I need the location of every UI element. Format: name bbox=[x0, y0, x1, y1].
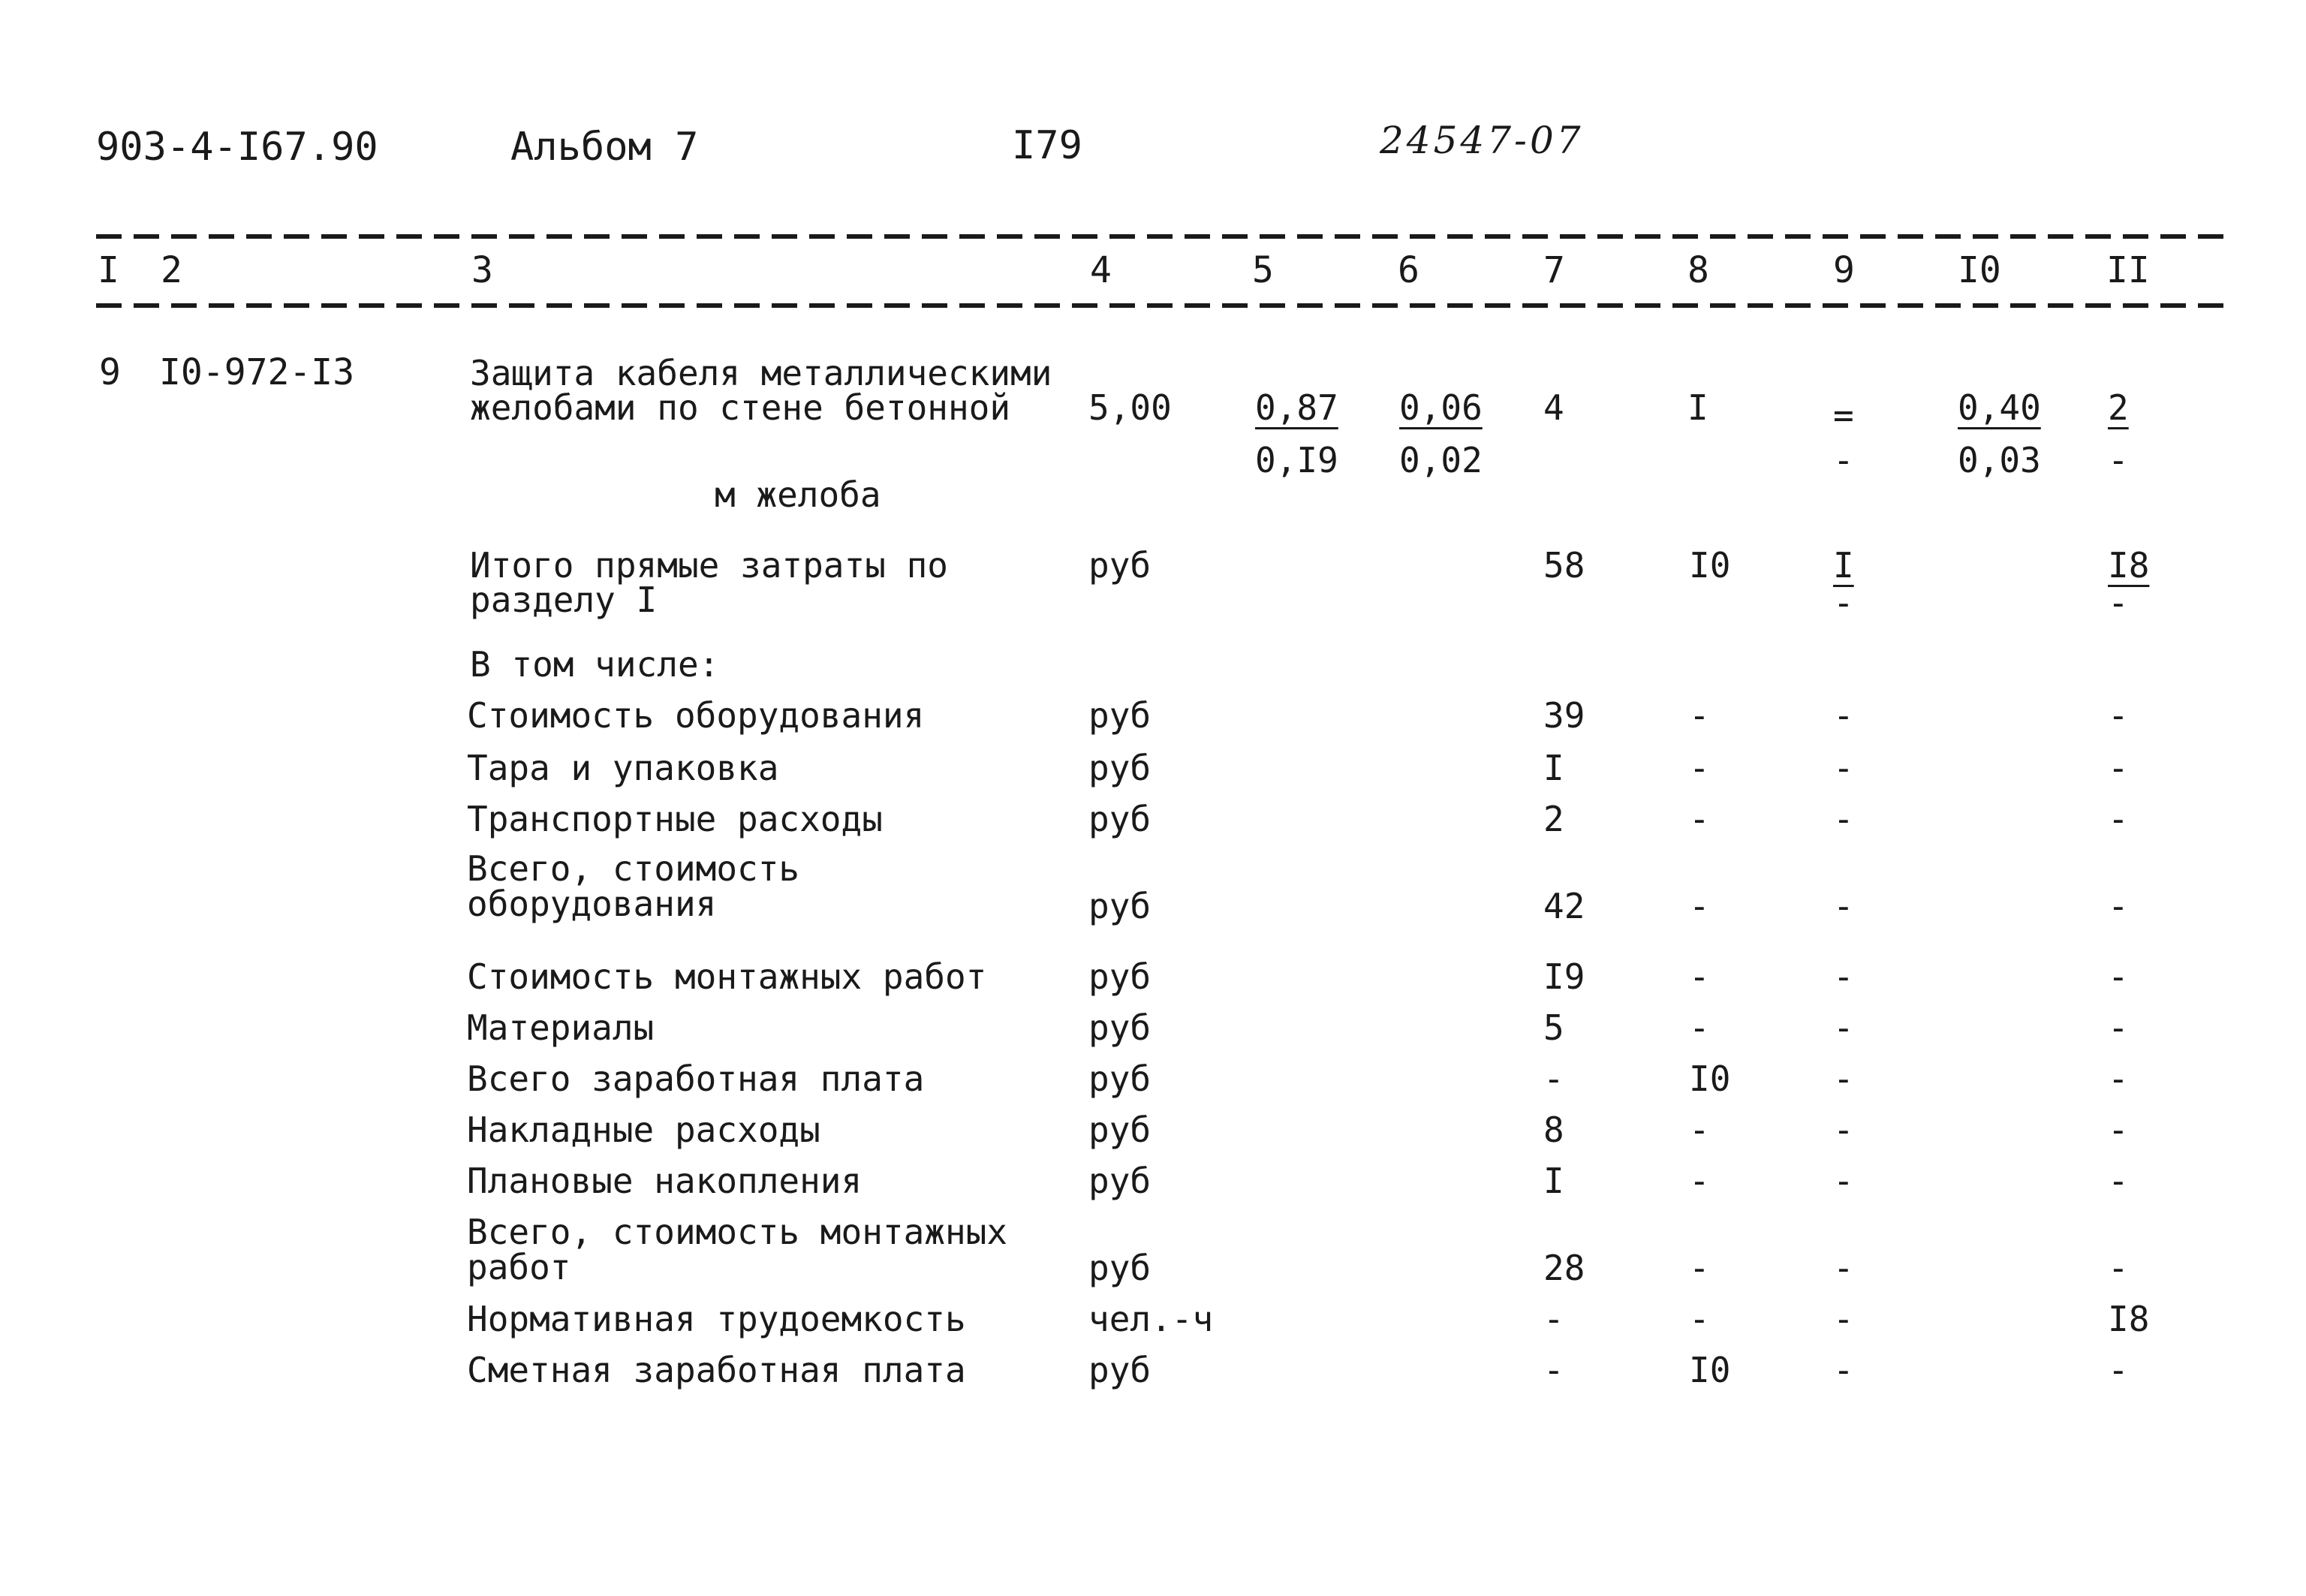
row-c8: - bbox=[1689, 1161, 1710, 1201]
row-unit: руб bbox=[1088, 1161, 1151, 1201]
row-c11: - bbox=[2108, 886, 2129, 926]
row-c11: - bbox=[2108, 799, 2129, 839]
row-c11: - bbox=[2108, 1058, 2129, 1099]
col-header-5: 5 bbox=[1252, 249, 1274, 291]
total-c11-bottom: - bbox=[2108, 583, 2129, 623]
col-header-4: 4 bbox=[1090, 249, 1112, 291]
row-c9: - bbox=[1833, 748, 1854, 788]
item-c9-bottom: - bbox=[1833, 440, 1854, 480]
row-c11: - bbox=[2108, 695, 2129, 736]
row-name: Накладные расходы bbox=[467, 1110, 820, 1150]
including-label: В том числе: bbox=[470, 644, 720, 685]
total-name-line1: Итого прямые затраты по bbox=[470, 545, 948, 586]
col-header-11: II bbox=[2106, 249, 2150, 291]
item-c5-top: 0,87 bbox=[1255, 387, 1338, 428]
total-c11-top: I8 bbox=[2108, 545, 2150, 586]
row-name: Всего, стоимость оборудования bbox=[467, 848, 800, 924]
row-name: Транспортные расходы bbox=[467, 799, 883, 839]
row-c8: - bbox=[1689, 1110, 1710, 1150]
page-number: I79 bbox=[1012, 123, 1082, 168]
row-name: Всего, стоимость монтажных работ bbox=[467, 1212, 1008, 1287]
row-c9: - bbox=[1833, 956, 1854, 997]
row-c9: - bbox=[1833, 1058, 1854, 1099]
row-c7: - bbox=[1543, 1350, 1564, 1390]
row-c7: 39 bbox=[1543, 695, 1585, 736]
total-c9-bottom: - bbox=[1833, 583, 1854, 623]
col-header-10: I0 bbox=[1958, 249, 2001, 291]
row-c9: - bbox=[1833, 1007, 1854, 1048]
row-c9: - bbox=[1833, 1110, 1854, 1150]
row-c7: - bbox=[1543, 1299, 1564, 1339]
item-c11-top: 2 bbox=[2108, 387, 2129, 428]
album-label: Альбом 7 bbox=[510, 125, 699, 170]
row-c7: I bbox=[1543, 1161, 1564, 1201]
row-c8: - bbox=[1689, 748, 1710, 788]
row-unit: руб bbox=[1088, 1350, 1151, 1390]
row-unit: чел.-ч bbox=[1088, 1299, 1214, 1339]
item-c7: 4 bbox=[1543, 387, 1564, 428]
row-c7: 2 bbox=[1543, 799, 1564, 839]
row-c8: I0 bbox=[1689, 1058, 1731, 1099]
row-unit: руб bbox=[1088, 1248, 1151, 1288]
item-c6-top: 0,06 bbox=[1399, 387, 1483, 428]
row-unit: руб bbox=[1088, 886, 1151, 926]
row-c11: - bbox=[2108, 956, 2129, 997]
col-header-9: 9 bbox=[1833, 249, 1855, 291]
header-bottom-rule bbox=[96, 303, 2235, 308]
item-c10-bottom: 0,03 bbox=[1958, 440, 2041, 480]
row-c11: I8 bbox=[2108, 1299, 2150, 1339]
item-number: 9 bbox=[99, 351, 121, 393]
total-name-line2: разделу I bbox=[470, 580, 658, 620]
document-code: 903-4-I67.90 bbox=[96, 125, 378, 170]
col-header-6: 6 bbox=[1398, 249, 1419, 291]
row-c9: - bbox=[1833, 1161, 1854, 1201]
item-c5-bottom: 0,I9 bbox=[1255, 440, 1338, 480]
col-header-2: 2 bbox=[161, 249, 182, 291]
item-name-line2: желобами по стене бетонной bbox=[470, 387, 1011, 428]
item-unit: м желоба bbox=[715, 474, 881, 515]
row-c7: 28 bbox=[1543, 1248, 1585, 1288]
row-c9: - bbox=[1833, 886, 1854, 926]
row-unit: руб bbox=[1088, 1110, 1151, 1150]
item-c6-bottom: 0,02 bbox=[1399, 440, 1483, 480]
row-c8: I0 bbox=[1689, 1350, 1731, 1390]
row-c8: - bbox=[1689, 799, 1710, 839]
item-code: I0-972-I3 bbox=[159, 351, 355, 393]
row-name: Всего заработная плата bbox=[467, 1058, 925, 1099]
col-header-7: 7 bbox=[1543, 249, 1565, 291]
row-c7: I bbox=[1543, 748, 1564, 788]
item-c10-top: 0,40 bbox=[1958, 387, 2041, 428]
row-c9: - bbox=[1833, 695, 1854, 736]
item-c8: I bbox=[1687, 387, 1708, 428]
row-unit: руб bbox=[1088, 748, 1151, 788]
row-unit: руб bbox=[1088, 956, 1151, 997]
row-c7: I9 bbox=[1543, 956, 1585, 997]
row-c9: - bbox=[1833, 1299, 1854, 1339]
row-name: Тара и упаковка bbox=[467, 748, 779, 788]
row-name: Плановые накопления bbox=[467, 1161, 862, 1201]
total-c9-top: I bbox=[1833, 545, 1854, 586]
row-c8: - bbox=[1689, 1299, 1710, 1339]
row-unit: руб bbox=[1088, 695, 1151, 736]
row-c8: - bbox=[1689, 956, 1710, 997]
row-name: Нормативная трудоемкость bbox=[467, 1299, 966, 1339]
row-name: Стоимость монтажных работ bbox=[467, 956, 987, 997]
row-c8: - bbox=[1689, 1248, 1710, 1288]
col-header-1: I bbox=[98, 249, 119, 291]
row-c7: 42 bbox=[1543, 886, 1585, 926]
row-c8: - bbox=[1689, 695, 1710, 736]
row-c8: - bbox=[1689, 886, 1710, 926]
item-qty: 5,00 bbox=[1088, 387, 1172, 428]
header-top-rule bbox=[96, 234, 2235, 239]
item-name-line1: Защита кабеля металлическими bbox=[470, 353, 1052, 393]
item-c9-top: = bbox=[1833, 395, 1854, 435]
col-header-3: 3 bbox=[471, 249, 493, 291]
row-c11: - bbox=[2108, 1350, 2129, 1390]
row-unit: руб bbox=[1088, 1007, 1151, 1048]
row-c11: - bbox=[2108, 1161, 2129, 1201]
row-unit: руб bbox=[1088, 1058, 1151, 1099]
row-c11: - bbox=[2108, 1110, 2129, 1150]
item-c11-bottom: - bbox=[2108, 440, 2129, 480]
total-c7: 58 bbox=[1543, 545, 1585, 586]
col-header-8: 8 bbox=[1687, 249, 1709, 291]
row-c7: - bbox=[1543, 1058, 1564, 1099]
row-c7: 5 bbox=[1543, 1007, 1564, 1048]
total-unit: руб bbox=[1088, 545, 1151, 586]
row-c11: - bbox=[2108, 1007, 2129, 1048]
row-name: Сметная заработная плата bbox=[467, 1350, 966, 1390]
row-name: Стоимость оборудования bbox=[467, 695, 925, 736]
row-c8: - bbox=[1689, 1007, 1710, 1048]
row-c11: - bbox=[2108, 1248, 2129, 1288]
total-c8: I0 bbox=[1689, 545, 1731, 586]
row-c7: 8 bbox=[1543, 1110, 1564, 1150]
row-c9: - bbox=[1833, 1248, 1854, 1288]
row-unit: руб bbox=[1088, 799, 1151, 839]
row-c9: - bbox=[1833, 799, 1854, 839]
row-c11: - bbox=[2108, 748, 2129, 788]
row-c9: - bbox=[1833, 1350, 1854, 1390]
row-name: Материалы bbox=[467, 1007, 655, 1048]
handwritten-doc-number: 24547-07 bbox=[1380, 119, 1584, 162]
